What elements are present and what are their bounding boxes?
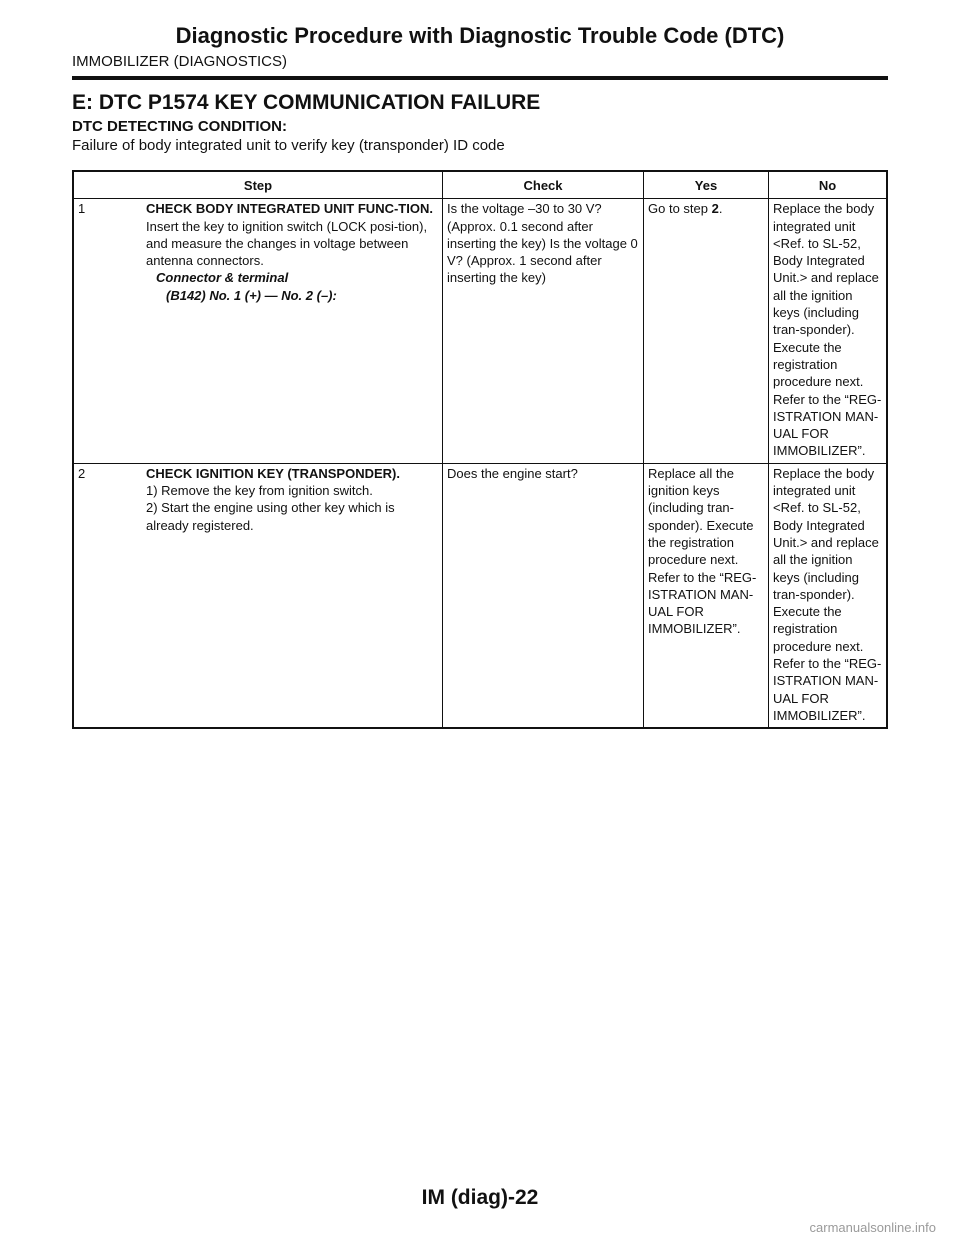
header-no: No xyxy=(769,171,888,199)
step-number: 1 xyxy=(73,199,142,463)
step-instruction-1: 1) Remove the key from ignition switch. xyxy=(146,483,373,499)
step-title: CHECK BODY INTEGRATED UNIT FUNC-TION. xyxy=(146,201,433,217)
page-header xyxy=(72,22,888,80)
condition-label: DTC DETECTING CONDITION: xyxy=(72,118,287,135)
yes-cell: Replace all the ignition keys (including tran-sponder). Execute the registration procedure next. Refer to the “REG-ISTRATION MAN-UAL FOR IMMOBILIZER”. xyxy=(644,463,769,728)
connector-value: (B142) No. 1 (+) — No. 2 (–): xyxy=(166,287,337,303)
table-row xyxy=(73,199,887,463)
check-cell: Does the engine start? xyxy=(443,463,644,728)
header-step: Step xyxy=(73,171,443,199)
step-instruction-2: 2) Start the engine using other key which is already registered. xyxy=(146,500,395,533)
page-title: Diagnostic Procedure with Diagnostic Trouble Code (DTC) xyxy=(175,23,785,48)
condition-text: Failure of body integrated unit to verify key (transponder) ID code xyxy=(72,137,505,154)
check-cell: Is the voltage –30 to 30 V? (Approx. 0.1 second after inserting the key) Is the voltage 0 V? (Approx. 1 second after inserting the key) xyxy=(443,199,644,463)
table-header-row xyxy=(73,171,887,199)
step-procedure xyxy=(142,463,443,728)
yes-cell xyxy=(644,199,769,463)
table-row xyxy=(73,463,887,728)
header-divider xyxy=(72,76,888,80)
yes-prefix: Go to step xyxy=(648,201,712,217)
yes-step-link: 2 xyxy=(711,201,719,217)
dtc-section xyxy=(72,90,888,155)
watermark-text: carmanualsonline.info xyxy=(809,1220,936,1235)
header-check: Check xyxy=(443,171,644,199)
no-cell: Replace the body integrated unit <Ref. to SL-52, Body Integrated Unit.> and replace all the ignition keys (including tran-sponder). Execute the registration procedure next. Refer to the “REG-ISTRATION MAN-UAL FOR IMMOBILIZER”. xyxy=(769,463,888,728)
page-subtitle: IMMOBILIZER (DIAGNOSTICS) xyxy=(72,53,288,70)
diagnostic-table xyxy=(72,170,888,729)
step-title: CHECK IGNITION KEY (TRANSPONDER). xyxy=(146,465,400,481)
connector-label: Connector & terminal xyxy=(156,270,289,286)
yes-suffix: . xyxy=(718,201,723,217)
step-number: 2 xyxy=(73,463,142,728)
step-procedure xyxy=(142,199,443,463)
header-yes: Yes xyxy=(644,171,769,199)
step-body: Insert the key to ignition switch (LOCK posi-tion), and measure the changes in voltage between antenna connectors. xyxy=(146,218,428,269)
no-cell: Replace the body integrated unit <Ref. to SL-52, Body Integrated Unit.> and replace all the ignition keys (including tran-sponder). Execute the registration procedure next. Refer to the “REG-ISTRATION MAN-UAL FOR IMMOBILIZER”. xyxy=(769,199,888,463)
section-title: E: DTC P1574 KEY COMMUNICATION FAILURE xyxy=(72,91,541,114)
page-number: IM (diag)-22 xyxy=(421,1186,539,1209)
